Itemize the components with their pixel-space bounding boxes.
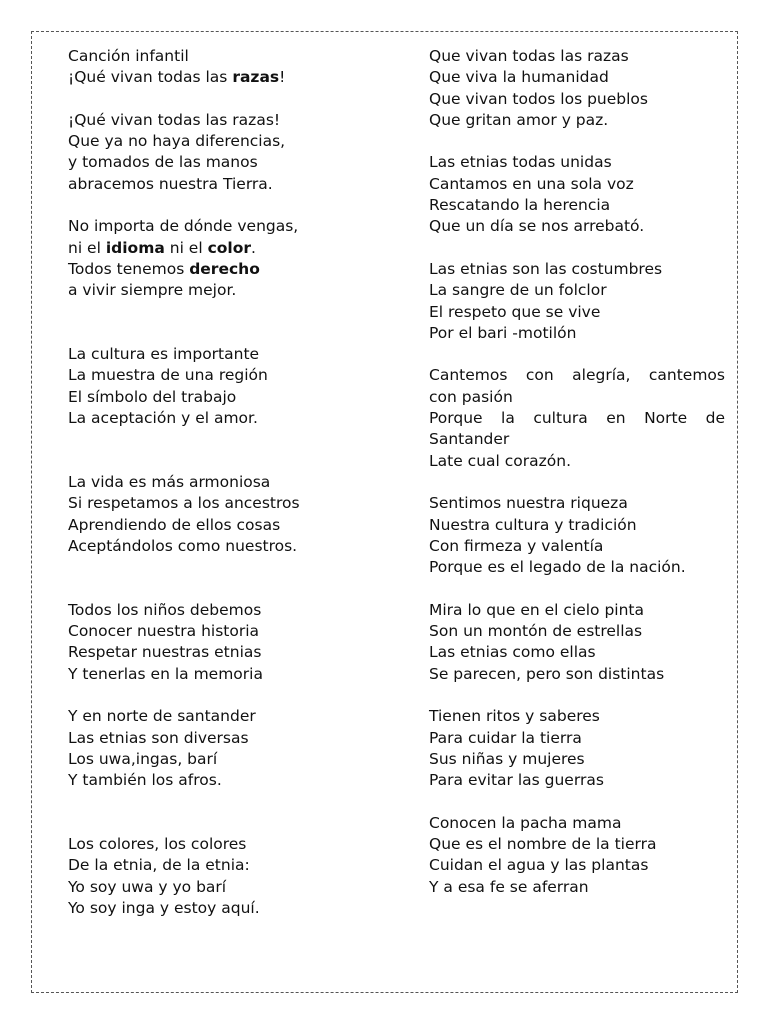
stanza-r2 xyxy=(429,152,725,237)
stanza-2 xyxy=(68,216,368,301)
poem-line: La aceptación y el amor. xyxy=(68,409,258,428)
poem-line: Aprendiendo de ellos cosas xyxy=(68,515,281,534)
poem-line: La muestra de una región xyxy=(68,366,268,385)
poem-line: Que gritan amor y paz. xyxy=(429,110,609,129)
poem-line: Santander xyxy=(429,430,510,449)
poem-line: Tienen ritos y saberes xyxy=(429,707,600,726)
poem-line: La cultura es importante xyxy=(68,345,260,364)
poem-line: Conocen la pacha mama xyxy=(429,813,622,832)
title-bold-word: razas xyxy=(232,68,280,87)
poem-line: Cantemos con alegría, cantemos xyxy=(429,366,725,385)
stanza-4 xyxy=(68,472,368,557)
poem-line: El símbolo del trabajo xyxy=(68,387,237,406)
poem-line: Y también los afros. xyxy=(68,771,222,790)
stanza-r4 xyxy=(429,365,725,471)
stanza-r3 xyxy=(429,259,725,344)
poem-line: Sentimos nuestra riqueza xyxy=(429,494,628,513)
bold-word-idioma: idioma xyxy=(105,238,165,257)
stanza-r8 xyxy=(429,813,725,898)
poem-line: El respeto que se vive xyxy=(429,302,601,321)
poem-line: abracemos nuestra Tierra. xyxy=(68,174,273,193)
poem-line: con pasión xyxy=(429,387,513,406)
poem-line: Nuestra cultura y tradición xyxy=(429,515,637,534)
title-block xyxy=(68,46,368,89)
poem-line: Para cuidar la tierra xyxy=(429,728,582,747)
poem-line: Y tenerlas en la memoria xyxy=(68,664,263,683)
poem-line: Cantamos en una sola voz xyxy=(429,174,634,193)
poem-line: Las etnias son diversas xyxy=(68,728,249,747)
poem-line: Por el bari -motilón xyxy=(429,323,577,342)
poem-line: La sangre de un folclor xyxy=(429,281,607,300)
stanza-r6 xyxy=(429,600,725,685)
poem-line: Rescatando la herencia xyxy=(429,196,611,215)
poem-line: a vivir siempre mejor. xyxy=(68,281,237,300)
stanza-6 xyxy=(68,706,368,791)
poem-line: Que ya no haya diferencias, xyxy=(68,132,286,151)
poem-line: Que vivan todos los pueblos xyxy=(429,89,648,108)
stanza-r7 xyxy=(429,706,725,791)
bold-word-derecho: derecho xyxy=(189,259,260,278)
poem-line: Sus niñas y mujeres xyxy=(429,749,585,768)
stanza-1 xyxy=(68,110,368,195)
poem-line: Que viva la humanidad xyxy=(429,68,609,87)
poem-line: Late cual corazón. xyxy=(429,451,571,470)
poem-line: Para evitar las guerras xyxy=(429,771,604,790)
stanza-7 xyxy=(68,834,368,919)
poem-line: La vida es más armoniosa xyxy=(68,472,271,491)
poem-line: Que un día se nos arrebató. xyxy=(429,217,645,236)
poem-line: Conocer nuestra historia xyxy=(68,622,260,641)
poem-line: Los colores, los colores xyxy=(68,834,247,853)
poem-line: Porque es el legado de la nación. xyxy=(429,558,686,577)
poem-line: Se parecen, pero son distintas xyxy=(429,664,665,683)
bold-word-color: color xyxy=(207,238,252,257)
poem-line: De la etnia, de la etnia: xyxy=(68,856,250,875)
poem-line: Cuidan el agua y las plantas xyxy=(429,856,649,875)
poem-line: Si respetamos a los ancestros xyxy=(68,494,300,513)
poem-line: Todos los niños debemos xyxy=(68,600,262,619)
poem-line: Las etnias todas unidas xyxy=(429,153,612,172)
poem-line: Porque la cultura en Norte de xyxy=(429,409,725,428)
poem-line: Yo soy inga y estoy aquí. xyxy=(68,898,260,917)
poem-title: ¡Qué vivan todas las razas! xyxy=(68,68,286,87)
poem-line: Son un montón de estrellas xyxy=(429,622,643,641)
subtitle: Canción infantil xyxy=(68,47,189,65)
poem-line: Yo soy uwa y yo barí xyxy=(68,877,227,896)
right-column xyxy=(429,46,725,919)
poem-line: Con firmeza y valentía xyxy=(429,536,604,555)
poem-line: Que vivan todas las razas xyxy=(429,47,629,65)
poem-line: ni el idioma ni el color. xyxy=(68,238,256,257)
poem-line: Todos tenemos derecho xyxy=(68,259,260,278)
stanza-r5 xyxy=(429,493,725,578)
poem-line: Y a esa fe se aferran xyxy=(429,877,589,896)
poem-line: Y en norte de santander xyxy=(68,707,256,726)
poem-line: Los uwa,ingas, barí xyxy=(68,749,218,768)
poem-line: Las etnias como ellas xyxy=(429,643,596,662)
stanza-5 xyxy=(68,600,368,685)
poem-line: y tomados de las manos xyxy=(68,153,258,172)
poem-line: No importa de dónde vengas, xyxy=(68,217,299,236)
stanza-3 xyxy=(68,344,368,429)
poem-line: ¡Qué vivan todas las razas! xyxy=(68,110,281,129)
poem-line: Aceptándolos como nuestros. xyxy=(68,536,298,555)
left-column xyxy=(68,46,368,940)
poem-line: Las etnias son las costumbres xyxy=(429,259,663,278)
stanza-r1 xyxy=(429,46,725,131)
poem-line: Que es el nombre de la tierra xyxy=(429,834,657,853)
poem-line: Mira lo que en el cielo pinta xyxy=(429,600,645,619)
poem-line: Respetar nuestras etnias xyxy=(68,643,262,662)
